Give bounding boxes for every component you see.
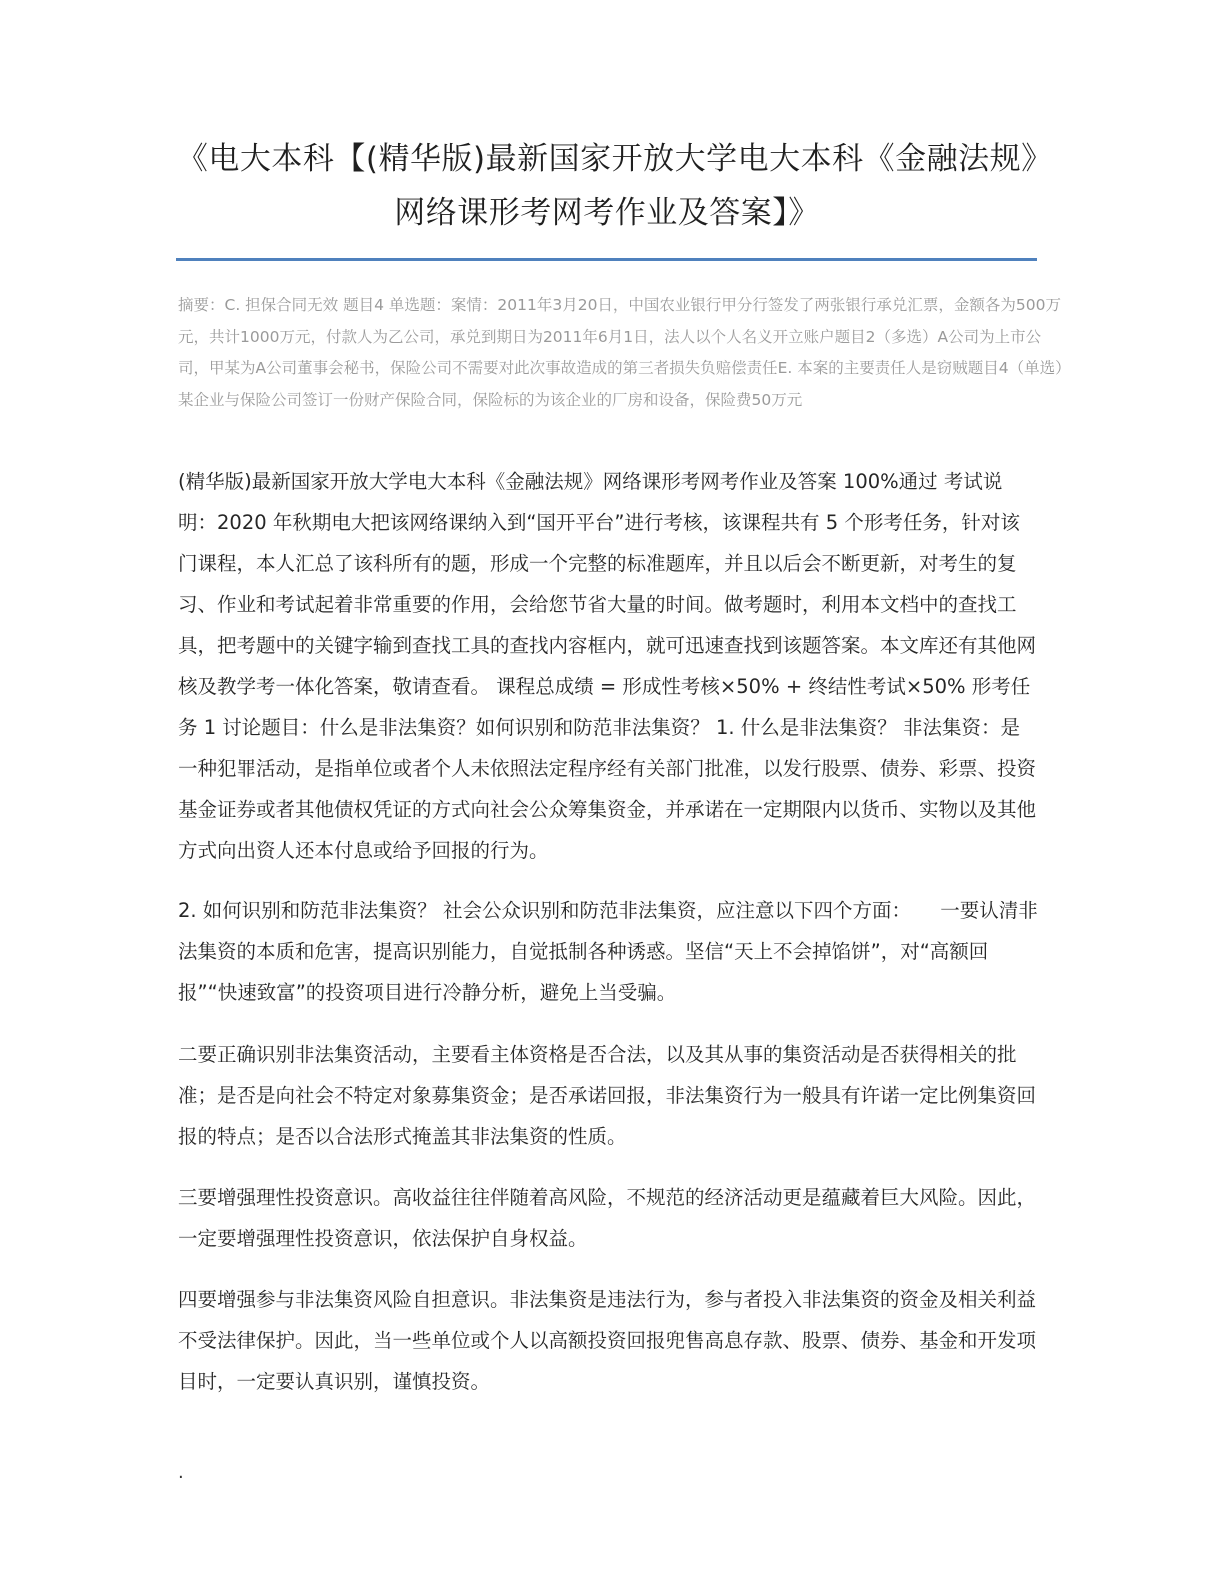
- document-title: 《电大本科【(精华版)最新国家开放大学电大本科《金融法规》网络课形考网考作业及答案】》: [176, 141, 1038, 231]
- abstract-text: 摘要：C. 担保合同无效 题目4 单选题：案情：2011年3月20日，中国农业银行甲分行签发了两张银行承兑汇票，金额各为500万元，共计1000万元，付款人为乙公司，承兑到期日为2011年6月1日，法人以个人名义开立账户题目2（多选）A公司为上市公司，甲某为A公司董事会秘书，保险公司不需要对此次事故造成的第三者损失负赔偿责任E. 本案的主要责任人是窃贼题目4（单选）某企业与保险公司签订一份财产保险合同，保险标的为该企业的厂房和设备，保险费50万元: [178, 296, 1063, 409]
- body-paragraph: 二要正确识别非法集资活动，主要看主体资格是否合法，以及其从事的集资活动是否获得相关的批准；是否是向社会不特定对象募集资金；是否承诺回报，非法集资行为一般具有许诺一定比例集资回报的特点；是否以合法形式掩盖其非法集资的性质。: [178, 1043, 1037, 1148]
- title-divider: [176, 258, 1037, 261]
- footer-mark: .: [178, 1462, 184, 1483]
- body-paragraph: (精华版)最新国家开放大学电大本科《金融法规》网络课形考网考作业及答案 100%通过 考试说明：2020 年秋期电大把该网络课纳入到“国开平台”进行考核，该课程共有 5 个形考任务，针对该门课程，本人汇总了该科所有的题，形成一个完整的标准题库，并且以后会不断更新，对考生的复习、作业和考试起着非常重要的作用，会给您节省大量的时间。做考题时，利用本文档中的查找工具，把考题中的关键字输到查找工具的查找内容框内，就可迅速查找到该题答案。本文库还有其他网核及教学考一体化答案，敬请查看。 课程总成绩 = 形成性考核×50% + 终结性考试×50% 形考任务 1 讨论题目：什么是非法集资？如何识别和防范非法集资？ 1. 什么是非法集资？ 非法集资：是一种犯罪活动，是指单位或者个人未依照法定程序经有关部门批准，以发行股票、债券、彩票、投资基金证券或者其他债权凭证的方式向社会公众筹集资金，并承诺在一定期限内以货币、实物以及其他方式向出资人还本付息或给予回报的行为。: [178, 470, 1037, 862]
- body-paragraph: 2. 如何识别和防范非法集资？ 社会公众识别和防范非法集资，应注意以下四个方面： 一要认清非法集资的本质和危害，提高识别能力，自觉抵制各种诱惑。坚信“天上不会掉馅饼”，对“高额回报”“快速致富”的投资项目进行冷静分析，避免上当受骗。: [178, 899, 1038, 1004]
- body-paragraph: 四要增强参与非法集资风险自担意识。非法集资是违法行为，参与者投入非法集资的资金及相关利益不受法律保护。因此，当一些单位或个人以高额投资回报兜售高息存款、股票、债券、基金和开发项目时，一定要认真识别，谨慎投资。: [178, 1288, 1037, 1393]
- body-paragraph: 三要增强理性投资意识。高收益往往伴随着高风险，不规范的经济活动更是蕴藏着巨大风险。因此，一定要增强理性投资意识，依法保护自身权益。: [178, 1186, 1037, 1250]
